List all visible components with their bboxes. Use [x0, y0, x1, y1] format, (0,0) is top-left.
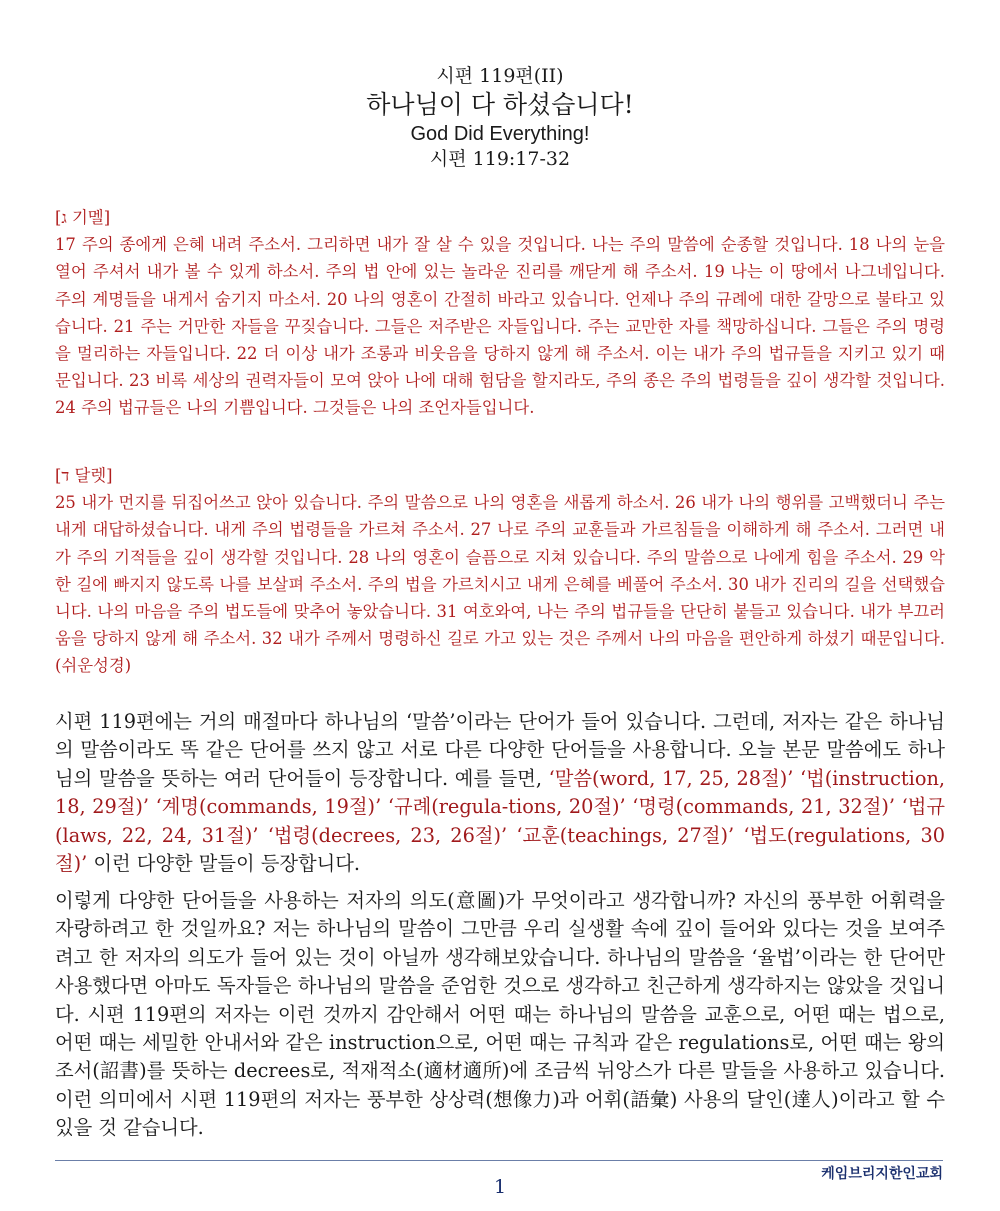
section-heading-dalet: [ד 달렛] [55, 466, 113, 485]
term-decrees: ‘법령(decrees, 23, 26절)’ [267, 823, 508, 847]
psalm-reference-top: 시편 119편(II) [436, 65, 564, 87]
term-regulations: ‘규례(regula-tions, 20절)’ [387, 795, 626, 819]
scripture-section-gimel [55, 204, 945, 422]
term-word: ‘말씀(word, 17, 25, 28절)’ [548, 766, 794, 790]
scripture-section-dalet [55, 462, 945, 680]
sermon-header [0, 64, 1000, 172]
psalm-verse-range: 시편 119:17-32 [429, 148, 571, 171]
term-commands: ‘계명(commands, 19절)’ [155, 795, 382, 819]
section-heading-gimel: [ג 기멜] [55, 208, 111, 227]
sermon-title-english: God Did Everything! [410, 123, 590, 146]
term-laws: ‘법규(laws, 22, 24, 31절)’ [55, 795, 946, 847]
sermon-title-korean: 하나님이 다 하셨습니다! [366, 89, 634, 119]
term-commands-2: ‘명령(commands, 21, 32절)’ [632, 795, 896, 819]
scripture-text-dalet: 25 내가 먼지를 뒤집어쓰고 앉아 있습니다. 주의 말씀으로 나의 영혼을 새롭게 하소서. 26 내가 나의 행위를 고백했더니 주는 내게 대답하셨습니다. 내게 주의 법령들을 가르쳐 주소서. 27 나로 주의 교훈들과 가르침들을 이해하게 해 주소서. 그러면 내가 주의 기적들을 깊이 생각할 것입니다. 28 나의 영혼이 슬픔으로 지쳐 있습니다. 주의 말씀으로 나에게 힘을 주소서. 29 악한 길에 빠지지 않도록 나를 보살펴 주소서. 주의 법을 가르치시고 내게 은혜를 베풀어 주소서. 30 내가 진리의 길을 선택했습니다. 나의 마음을 주의 법도들에 맞추어 놓았습니다. 31 여호와여, 나는 주의 법규들을 단단히 붙들고 있습니다. 내가 부끄러움을 당하지 않게 해 주소서. 32 내가 주께서 명령하신 길로 가고 있는 것은 주께서 나의 마음을 편안하게 하셨기 때문입니다. (쉬운성경) [55, 493, 945, 676]
paragraph-outro: 이런 다양한 말들이 등장합니다. [87, 852, 361, 876]
page-number: 1 [493, 1176, 507, 1198]
paragraph-intro: 시편 119편에는 거의 매절마다 하나님의 ‘말씀’이라는 단어가 들어 있습니다. 그런데, 저자는 같은 하나님의 말씀이라도 똑 같은 단어를 쓰지 않고 서로 다른 다양한 단어들을 사용합니다. 오늘 본문 말씀에도 하나님의 말씀을 뜻하는 여러 단어들이 등장합니다. 예를 들면, [55, 710, 945, 790]
term-regulations-2: ‘법도(regulations, 30절)’ [55, 823, 945, 876]
church-name: 케임브리지한인교회 [821, 1166, 943, 1182]
term-teachings: ‘교훈(teachings, 27절)’ [516, 823, 735, 847]
commentary-paragraph-2: 이렇게 다양한 단어들을 사용하는 저자의 의도(意圖)가 무엇이라고 생각합니까? 자신의 풍부한 어휘력을 자랑하려고 한 것일까요? 저는 하나님의 말씀이 그만큼 우리 실생활 속에 깊이 들어와 있다는 것을 보여주려고 한 저자의 의도가 들어 있는 것이 아닐까 생각해보았습니다. 하나님의 말씀을 ‘율법’이라는 한 단어만 사용했다면 아마도 독자들은 하나님의 말씀을 준엄한 것으로 생각하고 친근하게 생각하지는 않았을 것입니다. 시편 119편의 저자는 이런 것까지 감안해서 어떤 때는 하나님의 말씀을 교훈으로, 어떤 때는 법으로, 어떤 때는 세밀한 안내서와 같은 instruction으로, 어떤 때는 규칙과 같은 regulations로, 어떤 때는 왕의 조서(詔書)를 뜻하는 decrees로, 적재적소(適材適所)에 조금씩 뉘앙스가 다른 말들을 사용하고 있습니다. 이런 의미에서 시편 119편의 저자는 풍부한 상상력(想像力)과 어휘(語彙) 사용의 달인(達人)이라고 할 수 있을 것 같습니다. [55, 889, 945, 1140]
commentary-paragraph-1 [55, 708, 945, 878]
scripture-text-gimel: 17 주의 종에게 은혜 내려 주소서. 그리하면 내가 잘 살 수 있을 것입니다. 나는 주의 말씀에 순종할 것입니다. 18 나의 눈을 열어 주셔서 내가 볼 수 있게 하소서. 주의 법 안에 있는 놀라운 진리를 깨닫게 해 주소서. 19 나는 이 땅에서 나그네입니다. 주의 계명들을 내게서 숨기지 마소서. 20 나의 영혼이 간절히 바라고 있습니다. 언제나 주의 규례에 대한 갈망으로 불타고 있습니다. 21 주는 거만한 자들을 꾸짖습니다. 그들은 저주받은 자들입니다. 주는 교만한 자를 책망하십니다. 그들은 주의 명령을 멀리하는 자들입니다. 22 더 이상 내가 조롱과 비웃음을 당하지 않게 해 주소서. 이는 내가 주의 법규들을 지키고 있기 때문입니다. 23 비록 세상의 권력자들이 모여 앉아 나에 대해 험담을 할지라도, 주의 종은 주의 법령들을 깊이 생각할 것입니다. 24 주의 법규들은 나의 기쁨입니다. 그것들은 나의 조언자들입니다. [55, 235, 945, 418]
term-instruction: ‘법(instruction, 18, 29절)’ [55, 766, 945, 819]
footer-divider [55, 1160, 943, 1161]
